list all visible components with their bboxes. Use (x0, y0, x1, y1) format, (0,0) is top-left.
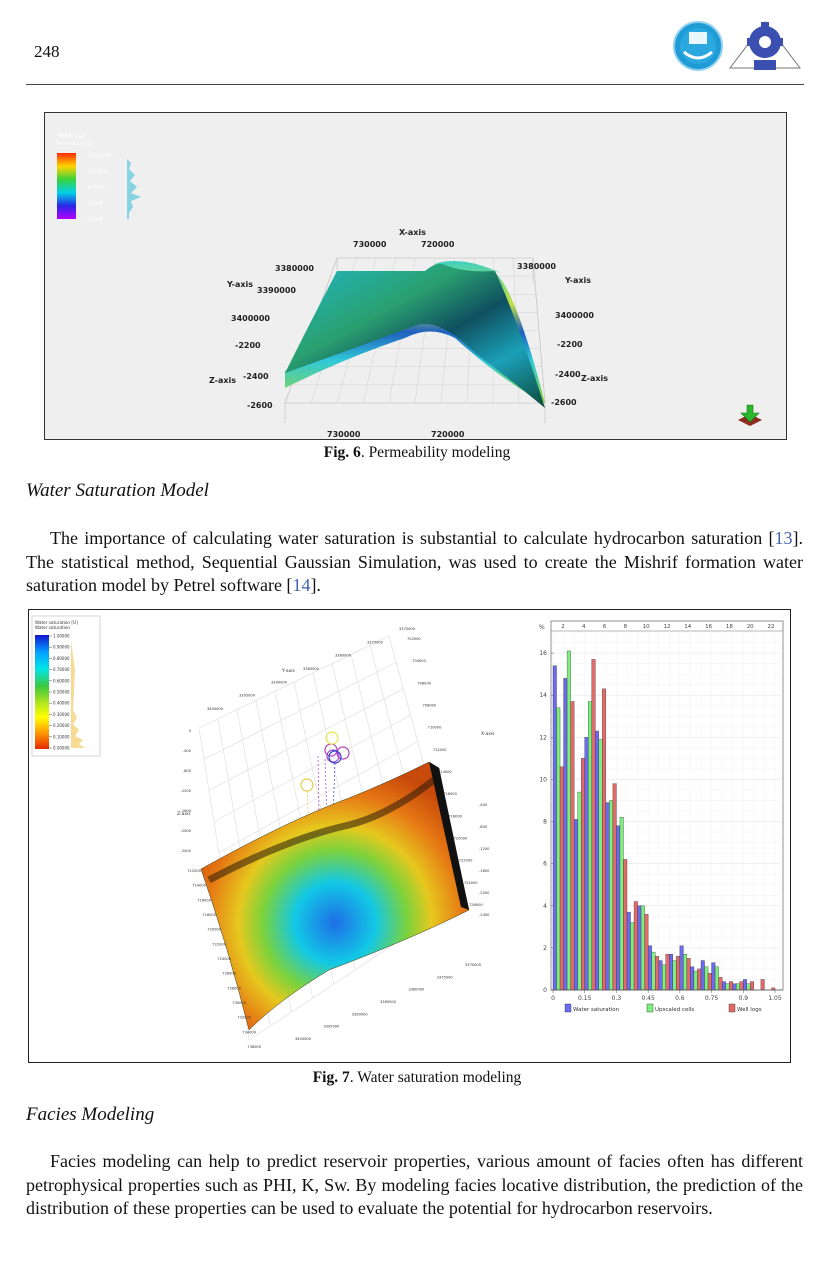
histogram-top-tick: 4 (582, 624, 586, 630)
histogram-top-tick: 20 (746, 624, 754, 630)
facies-modeling-paragraph: Facies modeling can help to predict reservoir properties, various amount of facies often has different petrophysical properties such as PHI, K, Sw. By modeling facies locative distribution, the prediction of the distribution of these properties can be used to evaluate the potential for hydrocarbon reservoirs. (26, 1151, 803, 1218)
histogram-legend-swatch (565, 1004, 571, 1012)
histogram-y-tick-label: 2 (543, 944, 547, 952)
histogram-bar-well-logs (571, 701, 575, 990)
sw-y-axis-title: Y-axis (282, 669, 295, 674)
sw-legend-tick-label: 0.90000 (53, 644, 70, 650)
sw-z-tick-left: -2000 (180, 829, 191, 833)
sw-z-tick-right: -400 (479, 803, 488, 807)
sw-x-tick-left: 712000 (187, 869, 201, 873)
histogram-bar-water-saturation (564, 678, 568, 990)
sw-y-tick-bottom: 3385000 (380, 1000, 397, 1004)
perm-y-axis-title-left: Y-axis (227, 280, 253, 289)
water-saturation-paragraph (26, 527, 803, 598)
figure-7-caption-text: . Water saturation modeling (349, 1069, 522, 1086)
header-divider (26, 84, 804, 85)
perm-legend-tick-label: 100.0000 (87, 170, 109, 175)
perm-x-tick-bottom: 720000 (431, 430, 465, 439)
sw-x-tick-right: 708000 (422, 703, 437, 708)
histogram-bar-upscaled-cells (683, 954, 687, 990)
histogram-legend-label: Upscaled cells (655, 1007, 695, 1013)
perm-x-tick-top: 730000 (353, 240, 387, 249)
histogram-bar-well-logs (687, 958, 691, 990)
perm-y-tick-right: 3400000 (555, 311, 594, 320)
figure-6-label: Fig. 6 (323, 444, 361, 461)
histogram-bar-upscaled-cells (557, 708, 561, 990)
citation-link-13[interactable]: 13 (774, 528, 793, 548)
sw-x-tick-left: 718000 (202, 913, 216, 917)
histogram-y-tick-label: 4 (543, 902, 547, 910)
perm-x-tick-bottom: 730000 (327, 430, 361, 439)
histogram-bar-upscaled-cells (620, 817, 624, 990)
header-logos (672, 18, 802, 74)
histogram-bar-well-logs (750, 982, 754, 990)
sw-x-tick-left: 716000 (197, 898, 211, 903)
histogram-bar-upscaled-cells (588, 701, 592, 990)
sw-legend-tick-label: 0.60000 (53, 678, 70, 684)
histogram-legend-swatch (647, 1004, 653, 1012)
histogram-bar-well-logs (708, 973, 712, 990)
figure-7-canvas (29, 610, 790, 1062)
histogram-bar-water-saturation (680, 946, 684, 990)
histogram-y-tick-label: 6 (543, 860, 547, 868)
histogram-top-tick: 10 (642, 624, 650, 630)
sw-legend-tick-label: 0.50000 (53, 689, 70, 695)
histogram-bar-well-logs (581, 758, 585, 990)
perm-legend-subtitle: Permeability (K) (57, 142, 93, 147)
sw-legend-tick-label: 1.00000 (53, 633, 70, 639)
sw-y-tick-top: 3390000 (271, 680, 288, 685)
sw-z-tick-right: -800 (479, 825, 488, 829)
para-text: The importance of calculating water saturation is substantial to calculate hydrocarbon saturation [ (50, 528, 775, 548)
perm-top-surface (285, 264, 545, 408)
histogram-top-tick: 14 (684, 624, 692, 630)
para-text: ]. (310, 575, 321, 595)
perm-y-tick-left: 3380000 (275, 264, 314, 273)
histogram-bar-water-saturation (743, 979, 747, 990)
histogram-bar-upscaled-cells (747, 984, 751, 990)
perm-y-tick-left: 3390000 (257, 286, 296, 295)
figure-7-label: Fig. 7 (312, 1069, 350, 1086)
histogram-bar-upscaled-cells (578, 792, 582, 990)
sw-y-tick-top: 3385000 (303, 667, 320, 671)
sw-x-tick-left: 730000 (232, 1001, 246, 1005)
sw-z-tick-left: -1200 (180, 789, 191, 793)
sw-legend-tick-label: 0.20000 (53, 723, 70, 729)
sw-x-tick-left: 734000 (242, 1030, 256, 1035)
figure-7-water-saturation-model (28, 609, 791, 1063)
sw-x-tick-left: 720000 (207, 927, 221, 932)
histogram-bar-water-saturation (595, 731, 599, 990)
sw-x-tick-right: 712000 (432, 747, 447, 752)
histogram-bar-well-logs (634, 902, 638, 990)
sw-color-scale (35, 635, 49, 749)
histogram-bar-well-logs (761, 979, 765, 990)
section-title-water-saturation: Water Saturation Model (26, 480, 209, 501)
figure-7-caption (0, 1069, 834, 1087)
sw-x-tick-left: 736000 (247, 1045, 261, 1049)
sw-y-tick-top: 3395000 (239, 693, 256, 698)
histogram-bar-water-saturation (553, 666, 557, 990)
histogram-bar-well-logs (613, 784, 617, 990)
histogram-bar-water-saturation (616, 826, 620, 990)
histogram-bar-water-saturation (638, 906, 642, 990)
green-down-arrow-icon[interactable] (738, 405, 762, 426)
section-title-facies-modeling: Facies Modeling (26, 1104, 155, 1125)
sw-y-tick-bottom: 3395000 (323, 1024, 340, 1029)
perm-y-axis-title-right: Y-axis (565, 276, 591, 285)
citation-link-14[interactable]: 14 (292, 575, 311, 595)
histogram-bar-well-logs (592, 659, 596, 990)
histogram-bar-water-saturation (585, 737, 589, 990)
sw-x-tick-left: 726000 (222, 971, 236, 976)
histogram-y-tick-label: 12 (539, 734, 547, 742)
sw-legend-title: Water saturation [U] (35, 620, 78, 625)
histogram-bar-upscaled-cells (694, 971, 698, 990)
figure-6-canvas (45, 113, 786, 439)
perm-legend-title: PERM [D] (57, 133, 85, 140)
histogram-bar-upscaled-cells (609, 800, 613, 990)
histogram-bar-water-saturation (722, 982, 726, 990)
sw-x-tick-right: 710000 (427, 725, 442, 730)
sw-z-tick-right: -1600 (479, 869, 490, 873)
histogram-bar-water-saturation (627, 912, 631, 990)
histogram-bar-upscaled-cells (726, 984, 730, 990)
figure-6-caption-text: . Permeability modeling (360, 444, 511, 461)
histogram-bar-well-logs (697, 969, 701, 990)
histogram-bar-well-logs (719, 977, 723, 990)
sw-x-tick-right: 724000 (463, 880, 478, 885)
histogram-bar-upscaled-cells (567, 651, 571, 990)
histogram-bar-water-saturation (669, 954, 673, 990)
sw-x-tick-right: 716000 (443, 792, 457, 797)
sw-x-tick-left: 714000 (192, 883, 206, 888)
sw-x-tick-right: 714000 (438, 770, 452, 774)
histogram-bar-water-saturation (606, 803, 610, 990)
histogram-top-tick: 16 (705, 624, 713, 630)
histogram-x-tick-label: 0.45 (641, 995, 655, 1002)
histogram-bar-water-saturation (659, 961, 663, 990)
histogram-bar-water-saturation (733, 984, 737, 990)
sw-z-tick-left: 0 (188, 729, 191, 733)
histogram-x-tick-label: 0.75 (704, 995, 719, 1002)
sw-z-tick-right: -1200 (479, 847, 490, 851)
histogram-y-tick-label: 14 (539, 692, 547, 700)
page-number: 248 (34, 42, 60, 61)
sw-x-tick-left: 728000 (227, 986, 241, 991)
sw-histogram (539, 621, 783, 1013)
histogram-bar-upscaled-cells (705, 967, 709, 990)
sw-z-tick-left: -800 (182, 769, 191, 773)
perm-legend-tick-label: 1.0000 (87, 202, 103, 207)
sw-legend-tick-label: 0.40000 (53, 700, 70, 706)
histogram-bar-well-logs (602, 689, 606, 990)
sw-y-tick-top: 3370000 (399, 627, 416, 631)
histogram-bar-water-saturation (712, 963, 716, 990)
perm-legend-tick-label: 0.1000 (87, 218, 103, 223)
perm-z-tick-left: -2400 (243, 372, 269, 381)
histogram-bar-water-saturation (690, 967, 694, 990)
figure-6-permeability-model (44, 112, 787, 440)
sw-x-tick-left: 732000 (237, 1015, 251, 1020)
para-text: ]. The statistical method, Sequential Gaussian Simulation, was used to create the Mishrif formation water saturation model by Petrel software [ (26, 528, 803, 595)
histogram-bar-upscaled-cells (715, 967, 719, 990)
sw-x-tick-right: 704000 (412, 659, 426, 664)
figure-6-caption (0, 444, 834, 462)
perm-y-tick-right: 3380000 (517, 262, 556, 271)
perm-z-tick-left: -2200 (235, 341, 261, 350)
histogram-x-tick-label: 1.05 (768, 995, 782, 1002)
histogram-bar-well-logs (655, 956, 659, 990)
histogram-bar-upscaled-cells (641, 906, 645, 990)
sw-y-tick-bottom: 3370000 (465, 963, 482, 967)
sw-y-tick-top: 3400000 (207, 707, 224, 711)
university-of-tehran-logo (674, 22, 722, 70)
perm-z-tick-left: -2600 (247, 401, 273, 410)
perm-color-scale (57, 153, 76, 219)
histogram-bar-upscaled-cells (673, 961, 677, 990)
histogram-bar-upscaled-cells (736, 984, 740, 990)
sw-legend-tick-label: 0.10000 (53, 734, 70, 740)
histogram-legend-label: Water saturation (573, 1007, 620, 1013)
perm-histogram-sparkline (127, 159, 141, 219)
perm-legend-ticks (87, 153, 111, 223)
histogram-bar-water-saturation (648, 946, 652, 990)
histogram-x-tick-label: 0 (551, 995, 555, 1002)
histogram-x-tick-label: 0.6 (675, 995, 685, 1002)
sw-z-tick-left: -1600 (180, 809, 191, 813)
histogram-legend-swatch (729, 1004, 735, 1012)
sw-z-tick-left: -400 (182, 749, 191, 753)
perm-y-tick-left: 3400000 (231, 314, 270, 323)
histogram-bar-well-logs (740, 982, 744, 990)
histogram-y-tick-label: 16 (539, 650, 547, 658)
sw-z-tick-right: -2400 (479, 913, 490, 917)
histogram-bar-well-logs (729, 982, 733, 990)
histogram-bar-well-logs (666, 954, 670, 990)
sw-y-tick-top: 3380000 (335, 653, 352, 658)
sw-y-tick-bottom: 3380000 (408, 987, 425, 992)
sw-y-tick-bottom: 3390000 (351, 1012, 368, 1017)
sw-z-axis-title: Z-axis (177, 812, 191, 817)
histogram-top-tick: 2 (561, 624, 565, 630)
engineering-faculty-gear-logo (730, 22, 800, 70)
sw-legend-tick-label: 0.80000 (53, 655, 70, 661)
perm-z-axis-title-left: Z-axis (209, 376, 237, 385)
histogram-y-unit-label: % (539, 624, 545, 631)
histogram-top-tick: 6 (602, 624, 607, 630)
perm-z-tick-right: -2600 (551, 398, 577, 407)
sw-y-tick-top: 3375000 (367, 640, 384, 645)
histogram-x-tick-label: 0.3 (611, 995, 622, 1002)
histogram-top-tick: 8 (623, 624, 628, 630)
histogram-legend-label: Well logs (737, 1007, 762, 1013)
perm-x-tick-top: 720000 (421, 240, 455, 249)
histogram-bar-upscaled-cells (599, 739, 603, 990)
histogram-top-tick: 22 (767, 624, 775, 630)
sw-x-tick-right: 702000 (407, 637, 421, 641)
sw-x-tick-right: 720000 (453, 836, 468, 841)
sw-x-axis-title-right: X-axis (481, 732, 495, 737)
sw-y-tick-bottom: 3375000 (436, 975, 453, 980)
histogram-y-tick-label: 8 (543, 818, 547, 826)
sw-legend-subtitle: Water saturation (35, 625, 71, 630)
sw-x-tick-left: 722000 (212, 942, 226, 947)
perm-z-axis-title-right: Z-axis (581, 374, 609, 383)
sw-property-surface (201, 762, 469, 1030)
sw-x-tick-right: 718000 (448, 814, 463, 819)
sw-x-tick-right: 706000 (417, 681, 432, 686)
histogram-bar-well-logs (676, 956, 680, 990)
perm-z-tick-right: -2400 (555, 370, 581, 379)
histogram-y-tick-label: 10 (539, 776, 547, 784)
histogram-bar-water-saturation (701, 961, 705, 990)
histogram-bar-upscaled-cells (652, 952, 656, 990)
histogram-bar-upscaled-cells (662, 965, 666, 990)
histogram-bar-well-logs (560, 767, 564, 990)
histogram-y-tick-label: 0 (543, 987, 547, 994)
histogram-x-tick-label: 0.9 (738, 995, 749, 1002)
sw-legend-tick-label: 0.00000 (53, 745, 70, 751)
sw-x-tick-right: 726000 (469, 903, 483, 907)
histogram-x-tick-label: 0.15 (578, 995, 592, 1002)
histogram-bar-upscaled-cells (631, 923, 635, 990)
histogram-top-tick: 12 (663, 624, 671, 630)
perm-x-axis-title: X-axis (399, 228, 426, 237)
sw-x-tick-left: 724000 (217, 957, 231, 961)
histogram-bar-well-logs (645, 914, 649, 990)
sw-z-tick-right: -2000 (479, 891, 490, 895)
sw-y-tick-bottom: 3400000 (295, 1037, 312, 1041)
perm-legend-tick-label: 1000.0000 (87, 154, 112, 159)
sw-legend-tick-label: 0.70000 (53, 667, 70, 673)
histogram-top-tick: 18 (725, 624, 733, 630)
sw-z-tick-left: -2400 (180, 849, 191, 853)
histogram-bar-well-logs (623, 859, 627, 990)
perm-legend-tick-label: 10.0000 (87, 186, 106, 191)
histogram-bar-water-saturation (574, 819, 578, 990)
perm-z-tick-right: -2200 (557, 340, 583, 349)
sw-x-tick-right: 722000 (458, 858, 473, 863)
sw-legend-tick-label: 0.30000 (53, 711, 70, 717)
